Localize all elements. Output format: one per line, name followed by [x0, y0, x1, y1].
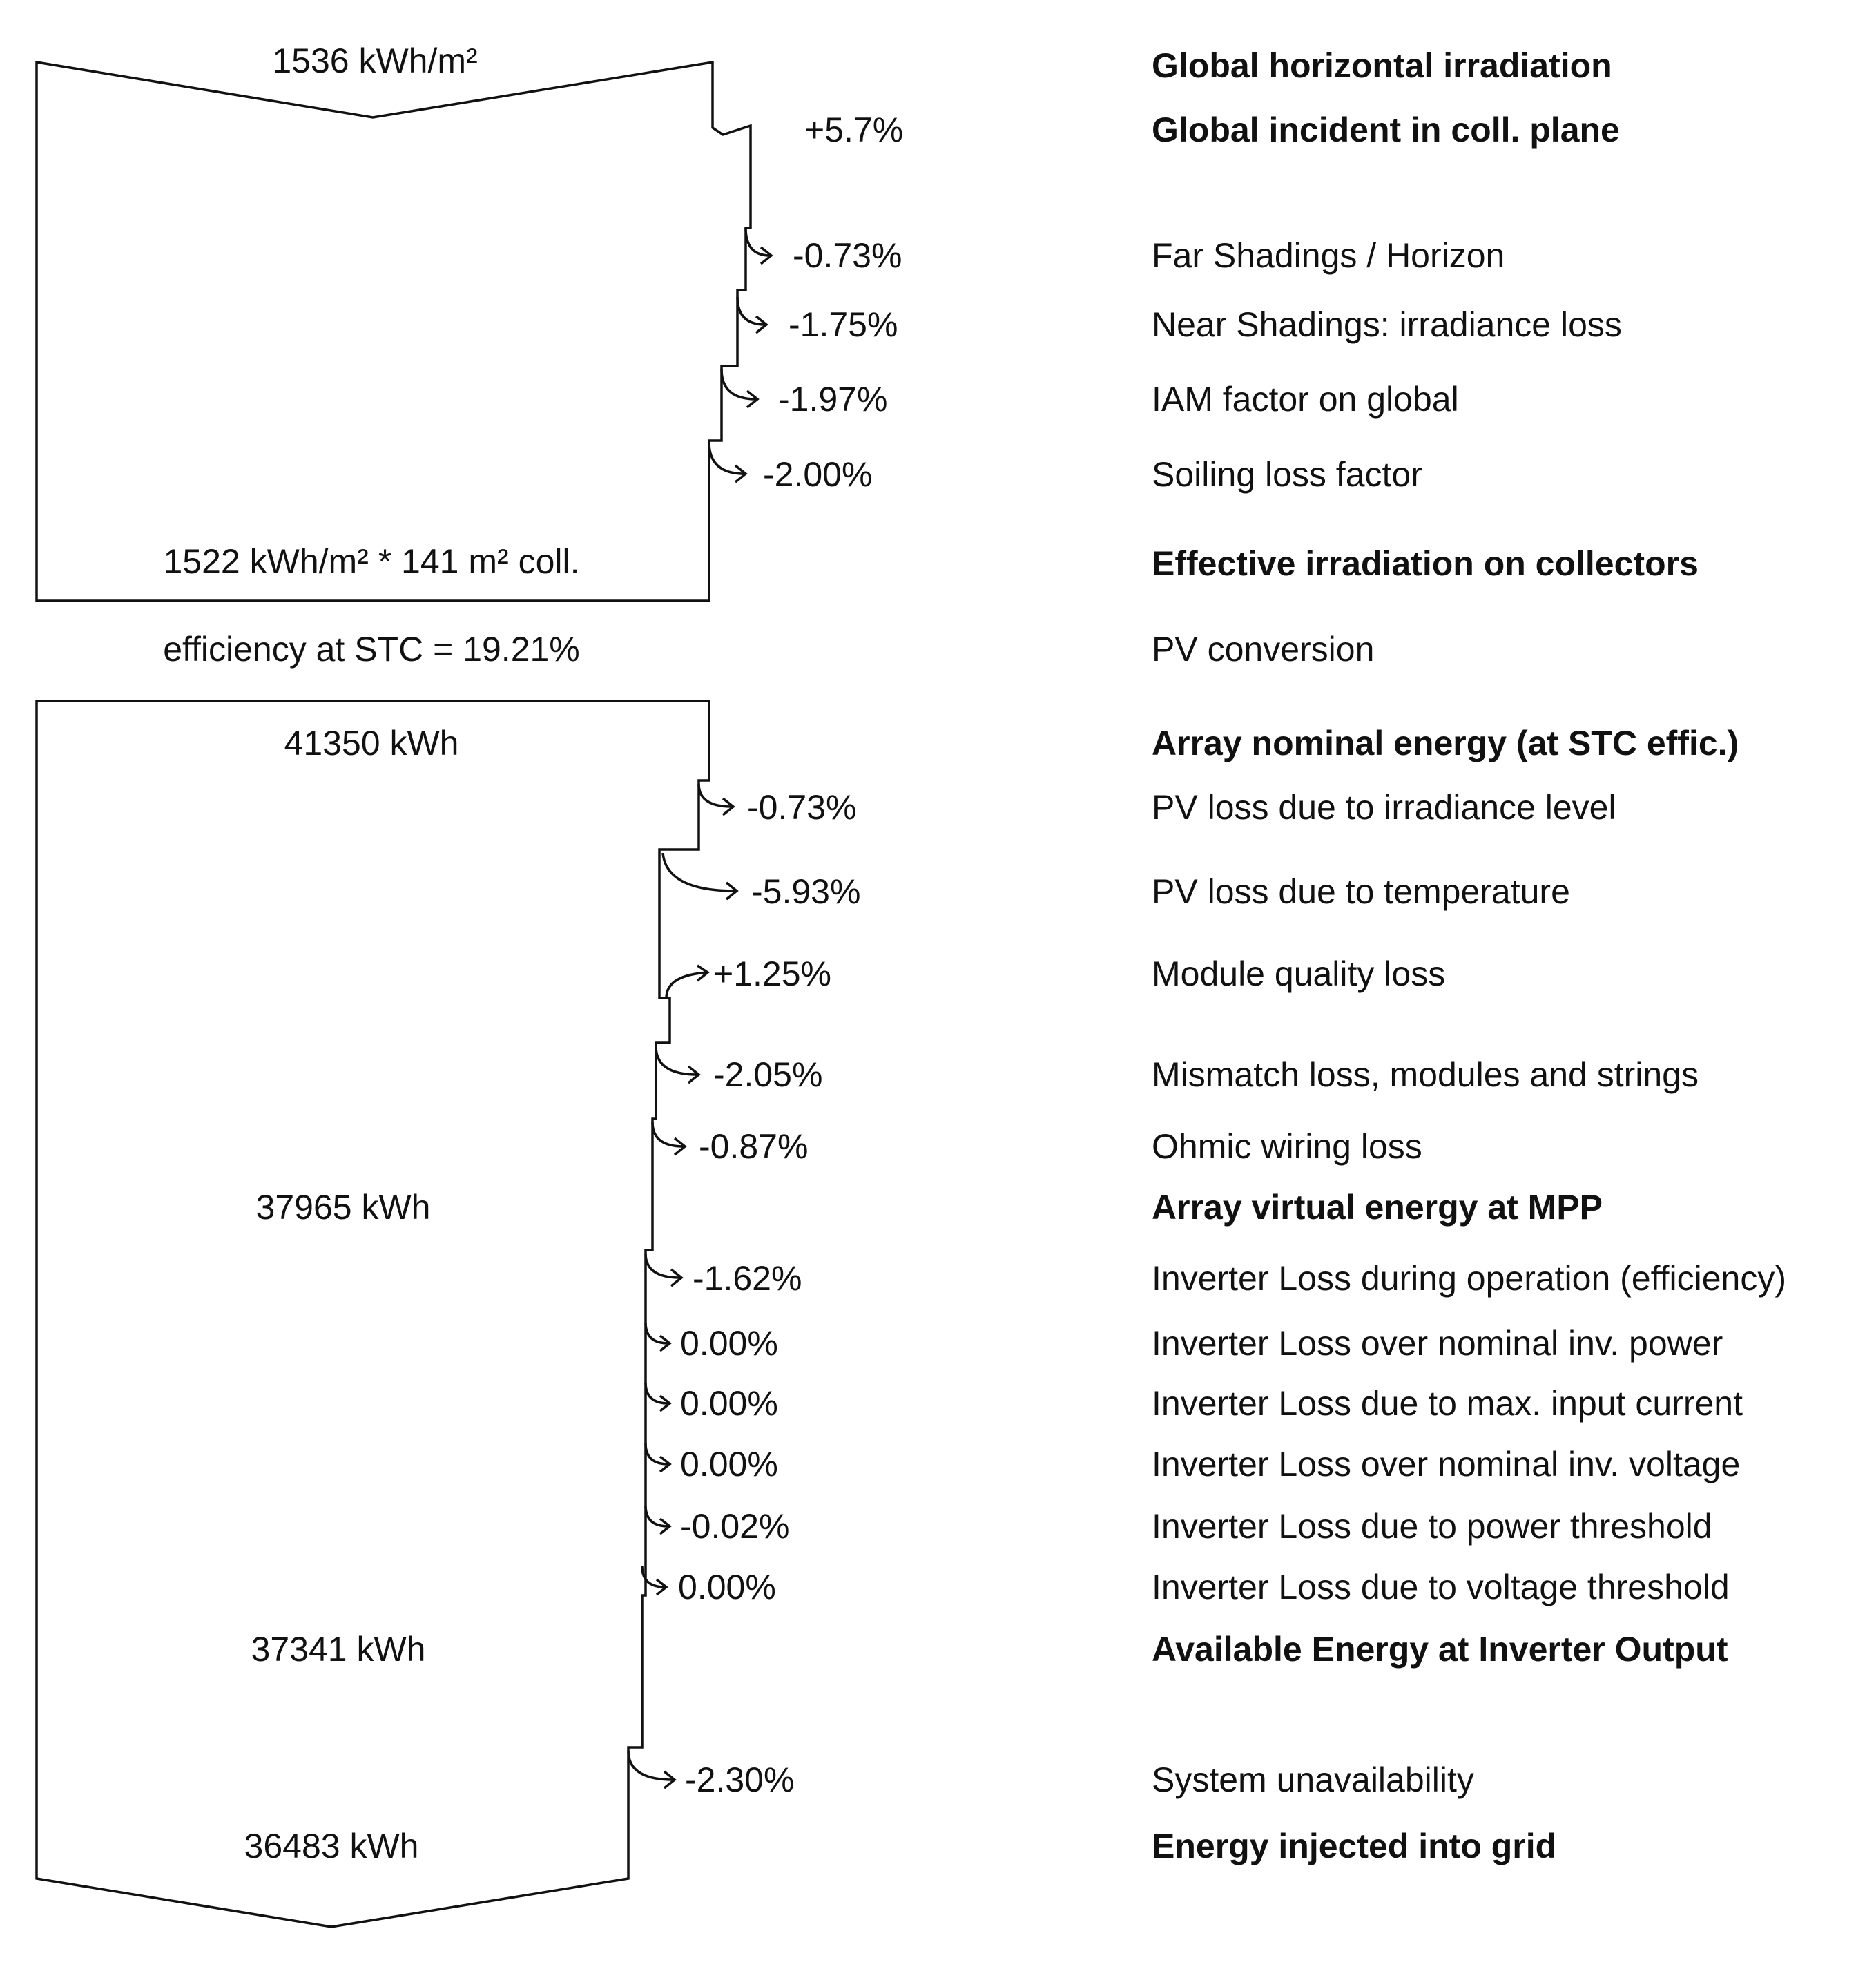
flow-arrow-ohmic — [652, 1122, 685, 1155]
value-global-horizontal: 1536 kWh/m² — [272, 41, 478, 80]
pct-module-quality: +1.25% — [713, 954, 831, 993]
label-near-shadings: Near Shadings: irradiance loss — [1152, 305, 1622, 344]
pct-soiling: -2.00% — [763, 455, 873, 494]
label-inverter-output: Available Energy at Inverter Output — [1152, 1630, 1728, 1669]
pct-ohmic: -0.87% — [699, 1127, 809, 1166]
label-grid: Energy injected into grid — [1152, 1827, 1557, 1865]
flow-arrow-temperature — [663, 853, 737, 899]
flow-arrow-inverter-max-current — [646, 1383, 670, 1411]
energy-block-outline — [37, 701, 709, 1927]
value-effective-irradiation: 1522 kWh/m² * 141 m² coll. — [163, 542, 580, 581]
pct-inverter-max-current: 0.00% — [680, 1384, 778, 1423]
value-inverter-output: 37341 kWh — [251, 1630, 426, 1669]
flow-arrow-inverter-nominal-voltage — [646, 1443, 670, 1472]
label-voltage-threshold: Inverter Loss due to voltage threshold — [1152, 1568, 1730, 1606]
value-array-nominal: 41350 kWh — [284, 724, 459, 762]
label-global-incident: Global incident in coll. plane — [1152, 111, 1620, 149]
label-inverter-nominal-voltage: Inverter Loss over nominal inv. voltage — [1152, 1445, 1741, 1483]
label-soiling: Soiling loss factor — [1152, 455, 1422, 494]
label-irradiance-level: PV loss due to irradiance level — [1152, 788, 1616, 827]
pct-near-shadings: -1.75% — [789, 305, 898, 344]
flow-arrow-mismatch — [656, 1046, 699, 1083]
label-far-shadings: Far Shadings / Horizon — [1152, 236, 1505, 275]
flow-arrow-inverter-efficiency — [646, 1254, 681, 1286]
label-power-threshold: Inverter Loss due to power threshold — [1152, 1507, 1712, 1546]
label-temperature: PV loss due to temperature — [1152, 872, 1570, 911]
label-system-unavailability: System unavailability — [1152, 1760, 1474, 1799]
flow-arrow-inverter-nominal-power — [646, 1323, 670, 1351]
flow-arrow-irradiance-level — [699, 784, 733, 815]
label-array-nominal: Array nominal energy (at STC effic.) — [1152, 724, 1739, 762]
irradiation-block-outline — [37, 62, 751, 601]
pct-system-unavailability: -2.30% — [685, 1760, 795, 1799]
pct-temperature: -5.93% — [751, 872, 861, 911]
flow-arrow-near-shadings — [737, 297, 766, 333]
pct-far-shadings: -0.73% — [793, 236, 902, 275]
label-pv-conversion: PV conversion — [1152, 630, 1375, 669]
pct-iam: -1.97% — [778, 380, 888, 419]
label-effective-irradiation: Effective irradiation on collectors — [1152, 544, 1699, 583]
pct-mismatch: -2.05% — [713, 1055, 823, 1094]
label-module-quality: Module quality loss — [1152, 954, 1446, 993]
label-array-virtual: Array virtual energy at MPP — [1152, 1188, 1603, 1227]
label-mismatch: Mismatch loss, modules and strings — [1152, 1055, 1699, 1094]
label-inverter-nominal-power: Inverter Loss over nominal inv. power — [1152, 1324, 1723, 1363]
flow-arrow-iam — [722, 369, 757, 407]
pct-power-threshold: -0.02% — [680, 1507, 790, 1546]
label-inverter-max-current: Inverter Loss due to max. input current — [1152, 1384, 1743, 1423]
value-array-virtual: 37965 kWh — [255, 1188, 431, 1227]
flow-arrow-system-unavailability — [628, 1751, 675, 1788]
pct-inverter-nominal-power: 0.00% — [680, 1324, 778, 1363]
flow-arrow-far-shadings — [746, 228, 771, 264]
pct-irradiance-level: -0.73% — [747, 788, 857, 827]
pct-inverter-nominal-voltage: 0.00% — [680, 1445, 778, 1483]
flow-arrow-module-quality — [666, 966, 708, 998]
pct-inverter-efficiency: -1.62% — [693, 1259, 802, 1298]
label-inverter-efficiency: Inverter Loss during operation (efficiency) — [1152, 1259, 1786, 1298]
value-grid: 36483 kWh — [244, 1827, 419, 1865]
value-efficiency: efficiency at STC = 19.21% — [163, 630, 580, 669]
label-iam: IAM factor on global — [1152, 380, 1459, 419]
pct-incident: +5.7% — [804, 111, 904, 149]
label-global-horizontal: Global horizontal irradiation — [1152, 46, 1612, 85]
flow-arrow-power-threshold — [646, 1506, 670, 1534]
label-ohmic: Ohmic wiring loss — [1152, 1127, 1422, 1166]
flow-arrow-soiling — [709, 442, 746, 482]
pct-voltage-threshold: 0.00% — [678, 1568, 776, 1606]
